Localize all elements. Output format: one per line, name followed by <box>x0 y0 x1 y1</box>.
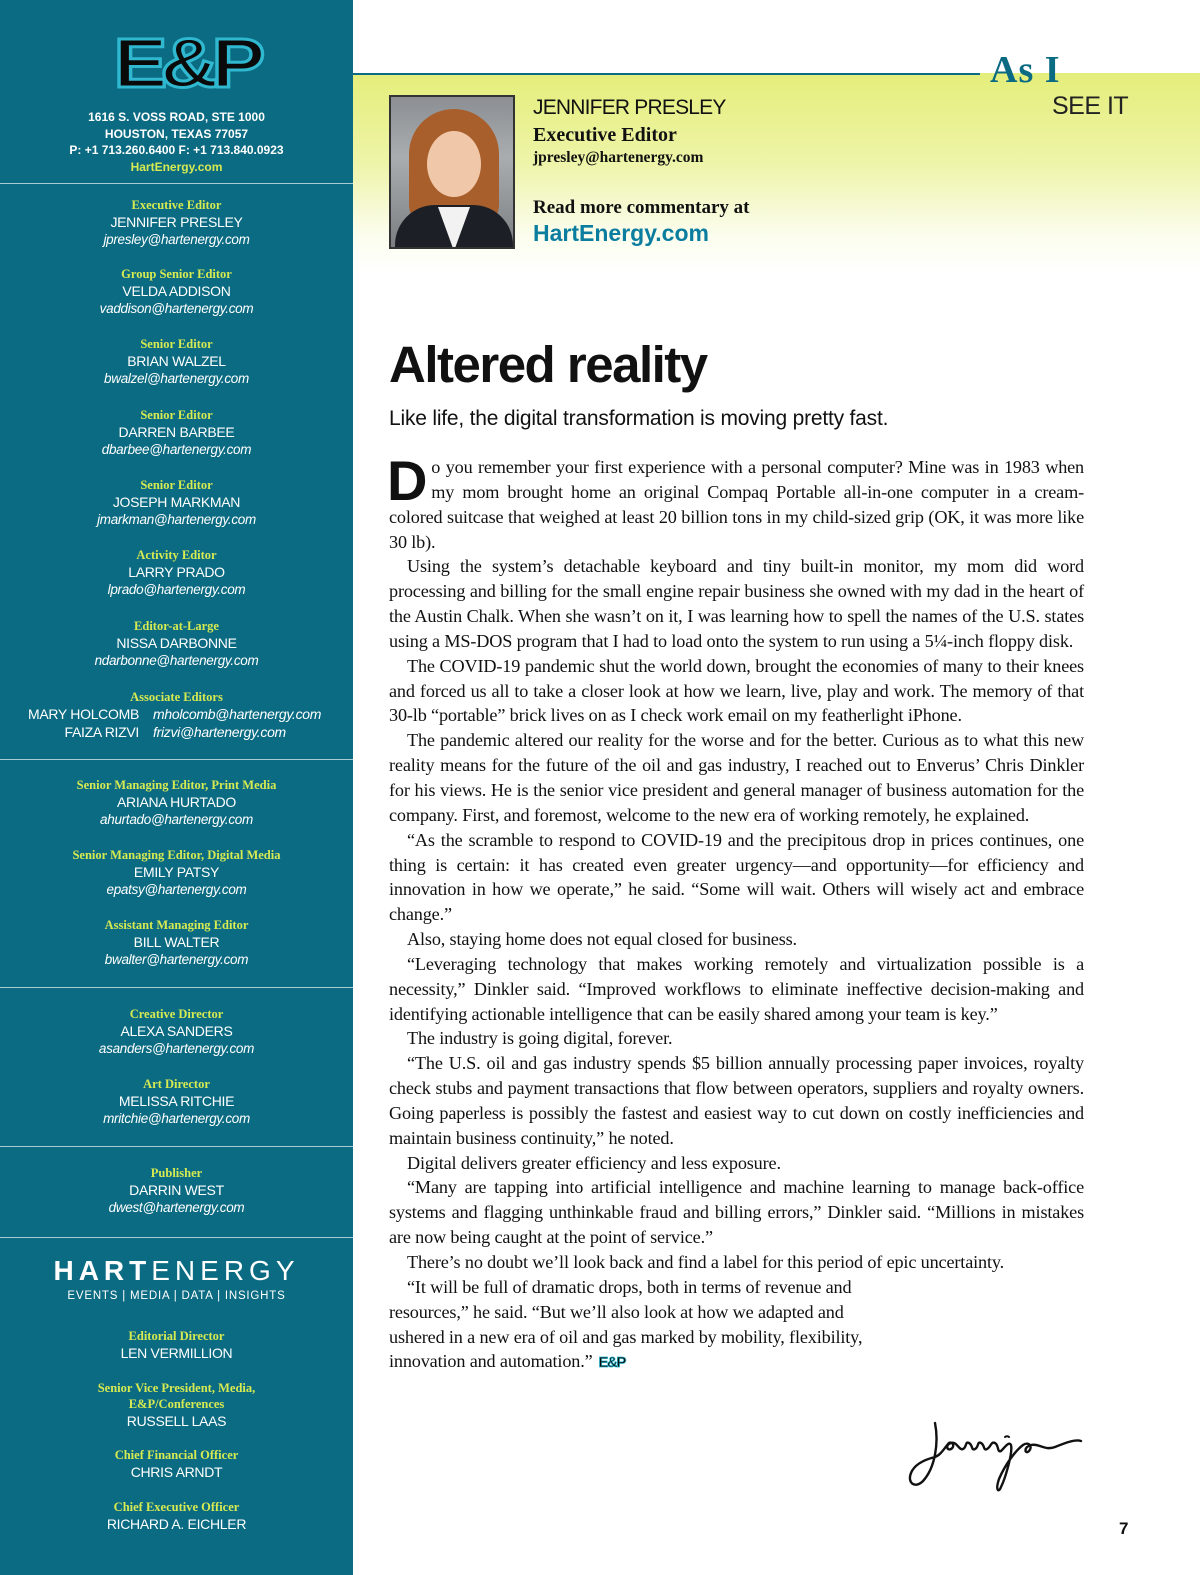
staff-name: VELDA ADDISON <box>122 283 231 299</box>
associate-email[interactable]: mholcomb@hartenergy.com <box>153 706 322 722</box>
read-more-label: Read more commentary at <box>533 197 750 218</box>
hart-logo-part1: HART <box>53 1255 152 1286</box>
staff-senior-editor-3 <box>0 477 353 529</box>
exec-name: RICHARD A. EICHLER <box>106 1516 247 1532</box>
associate-name: MARY HOLCOMB <box>27 706 139 722</box>
paragraph <box>389 1275 894 1376</box>
divider <box>0 1146 353 1147</box>
closing-text: a new era of oil and gas marked by mobility, flexibility, innovation and automation.” <box>389 1326 863 1372</box>
paragraph-text: “It will be full of dramatic drops, both in terms of revenue and resources,” he said. “But we’ll also look at how we adapted and ushered in <box>389 1276 852 1347</box>
article-body <box>387 449 1084 1376</box>
staff-role: Executive Editor <box>131 198 222 212</box>
hart-logo-part2: ENERGY <box>151 1255 300 1286</box>
paragraph: The COVID-19 pandemic shut the world down, brought the economies of many to their knees and forced us all to take a closer look at how we learn, live, play and work. The memory of that 30-lb “portable” brick lives on as I check work email on my featherlight iPhone. <box>389 655 1084 726</box>
exec-ceo <box>0 1499 353 1533</box>
paragraph: Also, staying home does not equal closed for business. <box>407 929 797 950</box>
photo-face <box>427 131 481 197</box>
staff-assistant-managing <box>0 917 353 969</box>
staff-name: BRIAN WALZEL <box>127 353 226 369</box>
author-photo <box>389 95 515 249</box>
staff-name: DARREN BARBEE <box>118 424 235 440</box>
staff-role: Senior Editor <box>140 478 213 492</box>
column-title: As I <box>990 49 1061 91</box>
paragraph: The pandemic altered our reality for the worse and for the better. Curious as to what this new reality means for the future of the oil and gas industry, I reached out to Enverus’ Chris Dinkler for his views. He is the senior vice president and general manager of business automation for the company. First, and foremost, welcome to the new era of working remotely, he explained. <box>389 730 1084 825</box>
staff-role: Activity Editor <box>136 548 217 562</box>
staff-group-senior-editor <box>0 266 353 318</box>
staff-email[interactable]: lprado@hartenergy.com <box>107 582 246 597</box>
staff-editor-at-large <box>0 618 353 670</box>
paragraph: “Many are tapping into artificial intelligence and machine learning to manage back-office systems and flagging unthinkable fraud and billing errors,” Dinkler said. “Millions in mistakes are now being caught at the point of service.” <box>389 1177 1084 1248</box>
associate-email[interactable]: frizvi@hartenergy.com <box>153 724 286 740</box>
masthead-sidebar <box>0 0 353 1575</box>
staff-name: JOSEPH MARKMAN <box>112 494 241 510</box>
article-headline: Altered reality <box>389 336 707 393</box>
staff-managing-digital <box>0 847 353 899</box>
paragraph: The industry is going digital, forever. <box>407 1028 673 1049</box>
exec-name: RUSSELL LAAS <box>126 1413 227 1429</box>
author-email[interactable]: jpresley@hartenergy.com <box>533 149 704 166</box>
exec-name: CHRIS ARNDT <box>130 1464 223 1480</box>
staff-senior-editor-1 <box>0 336 353 388</box>
staff-email[interactable]: mritchie@hartenergy.com <box>103 1111 250 1126</box>
staff-creative-director <box>0 1006 353 1058</box>
staff-role: Group Senior Editor <box>121 267 232 281</box>
exec-role: Senior Vice President, Media, <box>97 1381 256 1395</box>
staff-email[interactable]: jmarkman@hartenergy.com <box>97 512 256 527</box>
staff-role: Editor-at-Large <box>134 619 219 633</box>
staff-role: Creative Director <box>129 1007 224 1021</box>
publisher-address <box>0 109 353 175</box>
staff-email[interactable]: ahurtado@hartenergy.com <box>100 812 253 827</box>
divider <box>0 987 353 988</box>
staff-publisher <box>0 1165 353 1217</box>
staff-name: EMILY PATSY <box>133 864 220 880</box>
staff-email[interactable]: bwalzel@hartenergy.com <box>104 371 249 386</box>
staff-role: Senior Managing Editor, Print Media <box>76 778 277 792</box>
staff-role: Associate Editors <box>130 690 223 704</box>
associate-name: FAIZA RIZVI <box>64 724 139 740</box>
article-deck: Like life, the digital transformation is moving pretty fast. <box>389 407 889 430</box>
address-line-1: 1616 S. VOSS ROAD, STE 1000 <box>88 110 265 124</box>
staff-email[interactable]: vaddison@hartenergy.com <box>99 301 254 316</box>
exec-cfo <box>0 1447 353 1481</box>
staff-name: ALEXA SANDERS <box>120 1023 233 1039</box>
staff-role: Publisher <box>150 1166 203 1180</box>
divider <box>0 1237 353 1238</box>
signature-image <box>905 1413 1085 1495</box>
address-line-2: HOUSTON, TEXAS 77057 <box>104 126 249 141</box>
hart-energy-logo <box>0 1255 353 1287</box>
paragraph: “Leveraging technology that makes working remotely and virtualization possible is a necessity,” Dinkler said. “Improved workflows to eliminate ineffective decision-making and identifying actionable intelligence that can be easily shared among your team is key.” <box>389 953 1084 1024</box>
column-subtitle: SEE IT <box>1052 92 1129 120</box>
staff-associate-editors <box>0 689 353 705</box>
header-rule <box>353 73 980 75</box>
staff-email[interactable]: asanders@hartenergy.com <box>98 1041 255 1056</box>
exec-role: Chief Financial Officer <box>114 1448 239 1462</box>
exec-role: Chief Executive Officer <box>113 1500 240 1514</box>
exec-role: Editorial Director <box>128 1329 225 1343</box>
divider <box>0 759 353 760</box>
phone-fax: P: +1 713.260.6400 F: +1 713.840.0923 <box>69 143 284 157</box>
divider <box>0 183 373 184</box>
staff-role: Senior Editor <box>140 337 213 351</box>
staff-email[interactable]: ndarbonne@hartenergy.com <box>94 653 259 668</box>
paragraph <box>387 449 1084 554</box>
staff-activity-editor <box>0 547 353 599</box>
exec-svp-media <box>0 1380 353 1430</box>
dropcap: D <box>387 449 428 512</box>
author-name: JENNIFER PRESLEY <box>533 96 726 119</box>
paragraph: “As the scramble to respond to COVID-19 and the precipitous drop in prices continues, one thing is certain: it has created even greater urgency—and opportunity—for efficiency and innovation in how we operate,” he said. “Some will wait. Others will wisely act and embrace change.” <box>389 829 1084 925</box>
staff-role: Assistant Managing Editor <box>104 918 249 932</box>
end-mark-logo: E&P <box>598 1354 625 1372</box>
exec-role-line2: E&P/Conferences <box>128 1397 225 1411</box>
ep-logo <box>113 24 259 102</box>
staff-email[interactable]: dwest@hartenergy.com <box>108 1200 245 1215</box>
staff-email[interactable]: bwalter@hartenergy.com <box>104 952 249 967</box>
paragraph-text: o you remember your first experience with a personal computer? Mine was in 1983 when my mom brought home an original Compaq Portable all-in-one computer in a cream-colored suitcase that weighed at least 20 billion tons in my child-sized grip (OK, it was more like 30 lb). <box>389 457 1084 552</box>
staff-role: Senior Editor <box>140 408 213 422</box>
ep-logo-text: E&P <box>113 24 259 102</box>
staff-name: MELISSA RITCHIE <box>118 1093 235 1109</box>
paragraph: There’s no doubt we’ll look back and find a label for this period of epic uncertainty. <box>407 1252 1005 1272</box>
staff-name: DARRIN WEST <box>129 1182 224 1198</box>
paragraph: “The U.S. oil and gas industry spends $5 billion annually processing paper invoices, royalty check stubs and payment transactions that flow between operators, suppliers and royalty owners. Going paperless is possibly the fastest and easiest way to cut down on costly inefficiencies and maintain business continuity,” he noted. <box>389 1053 1084 1148</box>
staff-executive-editor <box>0 197 353 249</box>
exec-editorial-director <box>0 1328 353 1362</box>
author-role: Executive Editor <box>533 124 677 146</box>
staff-senior-editor-2 <box>0 407 353 459</box>
staff-name: LARRY PRADO <box>128 564 225 580</box>
paragraph: Digital delivers greater efficiency and less exposure. <box>407 1152 781 1173</box>
staff-name: NISSA DARBONNE <box>116 635 237 651</box>
exec-name: LEN VERMILLION <box>120 1345 233 1361</box>
staff-email[interactable]: jpresley@hartenergy.com <box>103 232 250 247</box>
staff-name: ARIANA HURTADO <box>117 794 236 810</box>
staff-role: Art Director <box>143 1077 210 1091</box>
staff-name: BILL WALTER <box>133 934 220 950</box>
staff-role: Senior Managing Editor, Digital Media <box>72 848 281 862</box>
staff-email[interactable]: dbarbee@hartenergy.com <box>101 442 252 457</box>
paragraph: Using the system’s detachable keyboard and tiny built-in monitor, my mom did word processing and billing for the small engine repair business she owned with my dad in the heart of the Austin Chalk. When she wasn’t on it, I was learning how to spell the names of the U.S. states using a MS-DOS program that I had to load onto the system to run using a 5¼-inch floppy disk. <box>389 556 1084 651</box>
staff-email[interactable]: epatsy@hartenergy.com <box>106 882 247 897</box>
website-link[interactable]: HartEnergy.com <box>130 159 223 174</box>
staff-art-director <box>0 1076 353 1128</box>
staff-name: JENNIFER PRESLEY <box>110 214 243 230</box>
read-more-link[interactable]: HartEnergy.com <box>533 220 709 246</box>
hart-energy-tagline: EVENTS | MEDIA | DATA | INSIGHTS <box>67 1290 286 1302</box>
staff-managing-print <box>0 777 353 829</box>
page-number: 7 <box>1119 1519 1129 1538</box>
